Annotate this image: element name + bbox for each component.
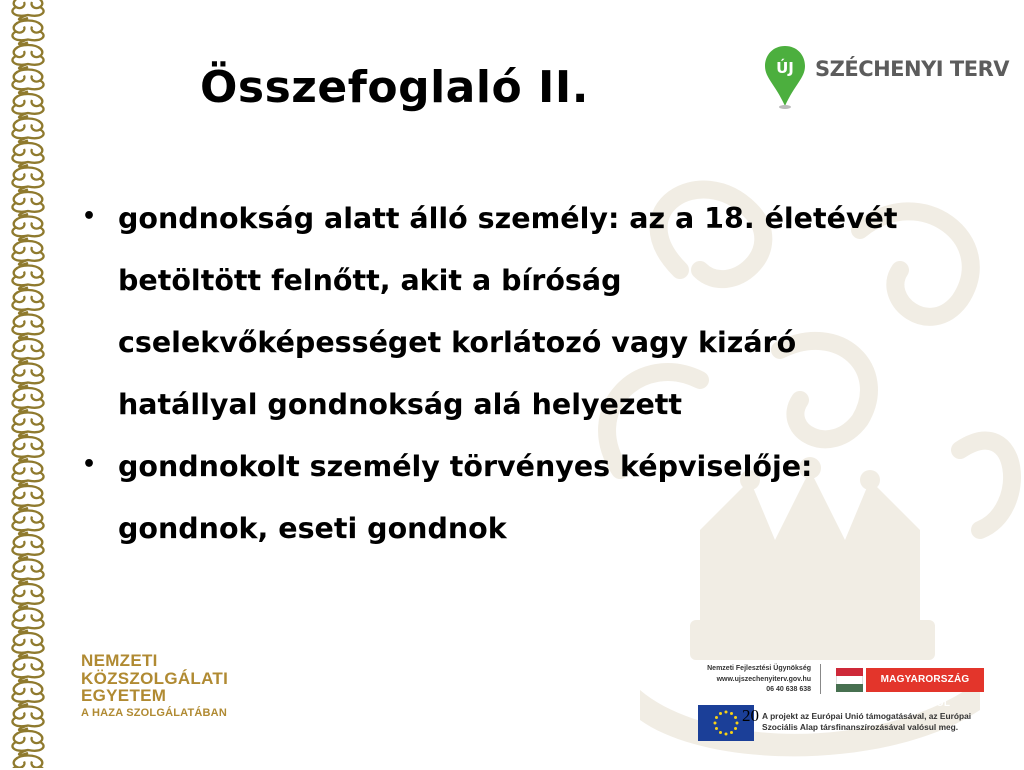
bullet-marker: • bbox=[82, 452, 97, 477]
eu-line: Szociális Alap társfinanszírozásával valósul meg. bbox=[762, 722, 959, 732]
ornament-motif bbox=[12, 266, 43, 290]
ornament-motif bbox=[12, 756, 43, 769]
pin-text: ÚJ bbox=[776, 59, 794, 77]
ornament-motif bbox=[12, 560, 43, 584]
ornament-motif bbox=[12, 609, 43, 633]
ornament-motif bbox=[12, 486, 43, 510]
ornament-motif bbox=[12, 584, 43, 608]
szechenyi-brand-text: SZÉCHENYI TERV bbox=[815, 57, 1010, 81]
page-number: 20 bbox=[742, 706, 759, 725]
eu-star bbox=[719, 712, 722, 715]
eu-star bbox=[715, 727, 718, 730]
nke-tagline: A HAZA SZOLGÁLATÁBAN bbox=[81, 706, 227, 719]
ornament-motif bbox=[12, 339, 43, 363]
slide-title: Összefoglaló II. bbox=[200, 62, 589, 113]
ornament-motif bbox=[12, 45, 43, 69]
ornament-motif bbox=[12, 682, 43, 706]
ornament-motif bbox=[12, 707, 43, 731]
ornamental-border bbox=[0, 0, 56, 768]
bullet-text: gondnokság alatt álló személy: az a 18. életévét betöltött felnőtt, akit a bíróság cselekvőképességet korlátozó vagy kizáró hatállyal gondnokság alá helyezett bbox=[118, 202, 898, 421]
ornament-motif bbox=[12, 731, 43, 755]
ornament-motif bbox=[12, 168, 43, 192]
nfu-line: 06 40 638 638 bbox=[766, 686, 811, 693]
ornament-motif bbox=[12, 658, 43, 682]
ornament-motif bbox=[12, 364, 43, 388]
eu-star bbox=[715, 716, 718, 719]
ornament-motif bbox=[12, 633, 43, 657]
ornament-motif bbox=[12, 119, 43, 143]
divider bbox=[820, 664, 821, 694]
nke-line: EGYETEM bbox=[81, 686, 167, 705]
bullet-marker: • bbox=[82, 204, 97, 229]
eu-star bbox=[725, 733, 728, 736]
ornament-motif bbox=[12, 70, 43, 94]
ornament-motif bbox=[12, 413, 43, 437]
eu-line: A projekt az Európai Unió támogatásával, az Európai bbox=[762, 711, 972, 721]
szechenyi-terv-logo bbox=[763, 44, 1010, 114]
nke-line: NEMZETI bbox=[81, 651, 158, 670]
bullet-item bbox=[82, 436, 942, 560]
ornament-motif bbox=[12, 462, 43, 486]
ornament-motif bbox=[12, 437, 43, 461]
location-pin-icon bbox=[763, 44, 807, 110]
ornament-motif bbox=[12, 217, 43, 241]
ornament-motif bbox=[12, 94, 43, 118]
ornament-motif bbox=[12, 535, 43, 559]
bullet-item bbox=[82, 188, 942, 436]
ornament-motif bbox=[12, 315, 43, 339]
nfu-line: www.ujszechenyiterv.gov.hu bbox=[716, 675, 811, 683]
eu-star bbox=[719, 731, 722, 734]
nfu-line: Nemzeti Fejlesztési Ügynökség bbox=[707, 665, 811, 672]
eu-star bbox=[730, 731, 733, 734]
eu-funding-statement bbox=[762, 711, 971, 733]
hungarian-flag-icon bbox=[836, 668, 863, 692]
ornament-motif bbox=[12, 511, 43, 535]
eu-star bbox=[734, 727, 737, 730]
ornament-motif bbox=[12, 143, 43, 167]
eu-star bbox=[736, 722, 739, 725]
ornament-motif bbox=[12, 0, 43, 20]
eu-star bbox=[714, 722, 717, 725]
magyarorszag-megujul-badge: MAGYARORSZÁG MEGÚJUL bbox=[866, 668, 984, 692]
ornament-motif bbox=[12, 388, 43, 412]
nke-logo bbox=[81, 652, 228, 721]
ornament-motif bbox=[12, 241, 43, 265]
ornament-motif bbox=[12, 21, 43, 45]
nfu-info bbox=[698, 664, 811, 696]
ornament-motif bbox=[12, 290, 43, 314]
bullet-text: gondnokolt személy törvényes képviselője: gondnok, eseti gondnok bbox=[118, 450, 813, 545]
nke-line: KÖZSZOLGÁLATI bbox=[81, 668, 229, 688]
ornament-motif bbox=[12, 192, 43, 216]
eu-star bbox=[725, 711, 728, 714]
eu-star bbox=[730, 712, 733, 715]
bullet-list bbox=[82, 188, 942, 560]
eu-star bbox=[734, 716, 737, 719]
